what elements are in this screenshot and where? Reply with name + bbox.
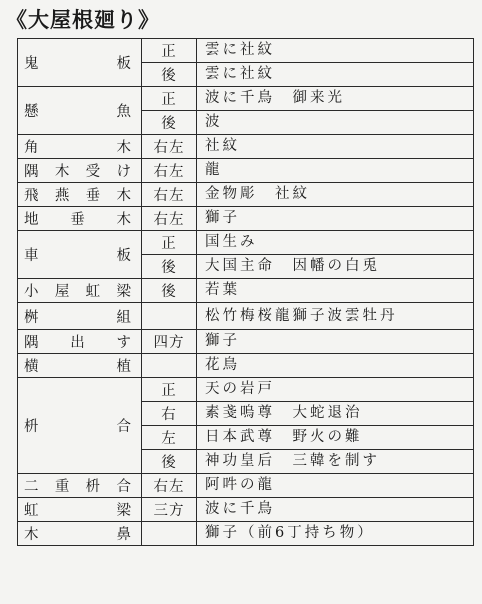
table-row	[18, 159, 474, 183]
position-cell: 右	[142, 402, 197, 426]
table-row	[18, 303, 474, 330]
table-row	[18, 330, 474, 354]
position-cell	[142, 303, 197, 330]
part-name: 角 木	[24, 140, 131, 156]
part-name: 桝 組	[24, 309, 131, 326]
description-cell: 松竹梅桜龍獅子波雲牡丹	[197, 303, 474, 330]
position-cell: 右左	[142, 183, 197, 207]
part-name: 鬼 板	[24, 56, 131, 72]
part-name: 枡 合	[24, 419, 131, 435]
description-cell: 日本武尊 野火の難	[197, 426, 474, 450]
part-name-cell	[18, 303, 142, 330]
description-cell: 国生み	[197, 231, 474, 255]
part-name-cell	[18, 498, 142, 522]
part-name-cell	[18, 87, 142, 135]
position-cell: 右左	[142, 159, 197, 183]
description-cell: 花鳥	[197, 354, 474, 378]
position-cell: 後	[142, 63, 197, 87]
position-cell: 後	[142, 111, 197, 135]
part-name: 地 垂 木	[24, 212, 131, 228]
part-name-cell	[18, 378, 142, 474]
description-cell: 獅子（前6丁持ち物）	[197, 522, 474, 546]
position-cell: 正	[142, 87, 197, 111]
description-cell: 神功皇后 三韓を制す	[197, 450, 474, 474]
position-cell: 左	[142, 426, 197, 450]
part-name: 懸 魚	[24, 104, 131, 120]
table-row	[18, 207, 474, 231]
table-row	[18, 135, 474, 159]
part-name-cell	[18, 231, 142, 279]
description-cell: 波に千鳥 御来光	[197, 87, 474, 111]
description-cell: 素戔嗚尊 大蛇退治	[197, 402, 474, 426]
part-name: 二 重 枡 合	[24, 479, 131, 495]
carving-table	[17, 38, 474, 546]
part-name-cell	[18, 135, 142, 159]
position-cell: 四方	[142, 330, 197, 354]
description-cell: 龍	[197, 159, 474, 183]
part-name-cell	[18, 183, 142, 207]
description-cell: 雲に社紋	[197, 39, 474, 63]
table-row	[18, 39, 474, 63]
part-name: 木 鼻	[24, 527, 131, 543]
position-cell: 右左	[142, 207, 197, 231]
description-cell: 社紋	[197, 135, 474, 159]
part-name: 隅 出 す	[24, 335, 131, 351]
description-cell: 獅子	[197, 207, 474, 231]
description-cell: 金物彫 社紋	[197, 183, 474, 207]
part-name: 車 板	[24, 248, 131, 264]
position-cell: 正	[142, 39, 197, 63]
position-cell	[142, 522, 197, 546]
position-cell: 正	[142, 378, 197, 402]
part-name: 小 屋 虹 梁	[24, 284, 131, 300]
table-row	[18, 474, 474, 498]
description-cell: 獅子	[197, 330, 474, 354]
table-row	[18, 498, 474, 522]
table-row	[18, 183, 474, 207]
part-name-cell	[18, 474, 142, 498]
table-row	[18, 231, 474, 255]
position-cell: 後	[142, 450, 197, 474]
description-cell: 若葉	[197, 279, 474, 303]
position-cell: 右左	[142, 135, 197, 159]
description-cell: 大国主命 因幡の白兎	[197, 255, 474, 279]
part-name-cell	[18, 207, 142, 231]
part-name-cell	[18, 39, 142, 87]
table-row	[18, 378, 474, 402]
position-cell: 後	[142, 279, 197, 303]
part-name-cell	[18, 354, 142, 378]
table-row	[18, 279, 474, 303]
description-cell: 波に千鳥	[197, 498, 474, 522]
part-name-cell	[18, 330, 142, 354]
part-name: 虹 梁	[24, 503, 131, 519]
description-cell: 雲に社紋	[197, 63, 474, 87]
position-cell	[142, 354, 197, 378]
position-cell: 後	[142, 255, 197, 279]
description-cell: 波	[197, 111, 474, 135]
position-cell: 三方	[142, 498, 197, 522]
table-row	[18, 522, 474, 546]
description-cell: 天の岩戸	[197, 378, 474, 402]
part-name-cell	[18, 159, 142, 183]
table-row	[18, 354, 474, 378]
part-name-cell	[18, 279, 142, 303]
part-name: 横 植	[24, 359, 131, 375]
part-name: 隅 木 受 け	[24, 164, 131, 180]
description-cell: 阿吽の龍	[197, 474, 474, 498]
part-name-cell	[18, 522, 142, 546]
table-row	[18, 87, 474, 111]
position-cell: 正	[142, 231, 197, 255]
position-cell: 右左	[142, 474, 197, 498]
part-name: 飛 燕 垂 木	[24, 188, 131, 204]
page-title: 《大屋根廻り》	[6, 7, 160, 32]
